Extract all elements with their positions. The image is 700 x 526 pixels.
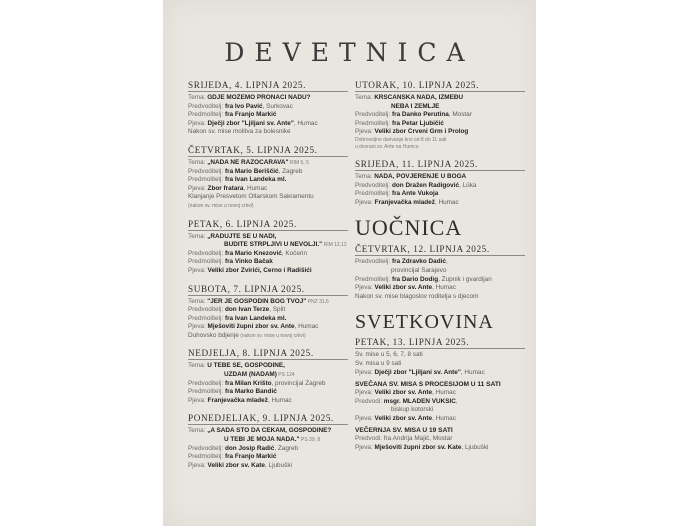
line-label: Tema: — [188, 427, 208, 435]
line-value-bold: don Josip Radić — [224, 444, 275, 452]
info-line — [188, 298, 348, 307]
info-line — [355, 173, 525, 182]
info-line — [188, 445, 348, 454]
line-value-bold: Zbor fratara — [207, 184, 244, 192]
line-value-bold: KRŠĆANSKA NADA, IZMEĐU — [374, 94, 464, 101]
line-value-bold: Veliki zbor Crveni Grm i Prolog — [374, 128, 469, 136]
line-value-bold: „A SADA ŠTO DA ČEKAM, GOSPODINE? — [207, 427, 332, 435]
line-value-bold: fra Franjo Markić — [224, 453, 277, 461]
line-text: Nakon sv. mise blagoslov roditelja s djecom — [355, 292, 479, 300]
info-line — [355, 94, 525, 103]
line-label: Predmolitelj: — [355, 190, 392, 198]
day-heading: NEDJELJA, 8. LIPNJA 2025. — [188, 348, 348, 360]
info-line — [355, 435, 525, 444]
info-line — [188, 202, 348, 211]
right-column — [355, 80, 525, 453]
info-line — [355, 276, 525, 285]
line-value-bold: „NADA NE RAZOČARAVA" — [207, 158, 289, 166]
line-value-bold: „RADUJTE SE U NADI, — [207, 232, 277, 240]
day-block — [188, 284, 348, 341]
info-line — [188, 258, 348, 267]
info-line — [355, 398, 525, 407]
info-line — [355, 128, 525, 137]
line-text: , Lüka — [459, 181, 477, 189]
line-value-bold: U TEBI JE MOJA NADA." — [224, 436, 300, 444]
line-value-bold: U TEBE SE, GOSPODINE, — [207, 362, 285, 370]
info-line — [188, 371, 348, 380]
line-value-bold: "JER JE GOSPODIN BOG TVOJ" — [207, 297, 307, 305]
day-heading: ČETVRTAK, 12. LIPNJA 2025. — [355, 244, 525, 256]
day-heading: UTORAK, 10. LIPNJA 2025. — [355, 80, 525, 92]
line-text: , Šurkovac — [262, 102, 293, 110]
line-label: Pjeva: — [355, 284, 375, 292]
day-block — [188, 80, 348, 137]
line-text: , Humac — [432, 389, 456, 397]
line-text: , — [455, 397, 458, 405]
line-value-bold: BUDITE STRPLJIVI U NEVOLJI." — [224, 241, 323, 249]
day-block — [188, 145, 348, 211]
line-label: Predvodi: — [355, 435, 384, 443]
line-label: Predmolitelj: — [188, 388, 225, 396]
left-column — [188, 80, 348, 478]
line-label: Predvoditelj: — [188, 306, 225, 314]
line-note: PS 124 — [276, 372, 295, 379]
info-line — [188, 380, 348, 389]
info-line — [188, 397, 348, 406]
day-block — [188, 413, 348, 470]
line-value-bold: Veliki zbor sv. Ante — [374, 414, 433, 422]
line-label: Pjeva: — [188, 119, 208, 127]
info-line — [355, 444, 525, 453]
line-text: , Ljubuški — [264, 461, 292, 469]
line-value-bold: fra Vinko Bačak — [224, 258, 273, 266]
info-line — [188, 436, 348, 445]
line-note: RIM 12,12 — [322, 242, 347, 249]
line-value-bold: NEBA I ZEMLJE — [391, 102, 440, 110]
info-line — [188, 103, 348, 112]
line-value-bold: fra Zdravko Dadić — [391, 258, 446, 266]
info-line — [188, 159, 348, 168]
line-value-bold: UZDAM (NADAM) — [224, 371, 277, 379]
info-line — [355, 406, 525, 415]
line-value-bold: Veliki zbor sv. Ante — [374, 284, 433, 292]
day-block — [355, 159, 525, 207]
info-line — [188, 111, 348, 120]
info-line — [355, 369, 525, 378]
info-line — [355, 284, 525, 293]
line-label: Pjeva: — [355, 198, 375, 206]
line-text: , Zagreb — [278, 167, 303, 175]
svetkovina-heading: SVETKOVINA — [355, 311, 494, 334]
line-text: , — [445, 258, 448, 266]
day-block — [355, 244, 525, 301]
info-line — [355, 293, 525, 302]
info-line — [188, 241, 348, 250]
line-text: , provincijal Zagreb — [271, 379, 326, 387]
line-text: Nakon sv. mise molitva za bolesnike — [188, 128, 291, 136]
line-value-bold: fra Petar Ljubičić — [391, 119, 444, 127]
line-label: Tema: — [188, 297, 208, 305]
line-note: PNZ 31,6 — [306, 298, 329, 305]
day-heading: PONEDJELJAK, 9. LIPNJA 2025. — [188, 413, 348, 425]
poster-title: DEVETNICA — [224, 38, 475, 67]
line-value-bold: Dječji zbor "Ljiljani sv. Ante" — [374, 368, 461, 376]
info-line — [188, 323, 348, 332]
line-label: Predvoditelj: — [188, 102, 225, 110]
section-title: SVEČANA SV. MISA S PROCESIJOM U 11 SATI — [355, 381, 501, 389]
day-heading: SRIJEDA, 11. LIPNJA 2025. — [355, 159, 525, 171]
line-label: Pjeva: — [355, 414, 375, 422]
line-text: , Humac — [434, 198, 459, 206]
line-text: , Humac — [294, 323, 319, 331]
line-value-bold: Veliki zbor sv. Kate — [207, 461, 265, 469]
line-note: (nakon sv. mise u novoj crkvi) — [188, 202, 254, 209]
day-heading: SRIJEDA, 4. LIPNJA 2025. — [188, 80, 348, 92]
line-label: Pjeva: — [355, 128, 375, 136]
line-value-bold: fra Milan Krišto — [224, 379, 272, 387]
line-text: , Ljubuški — [461, 444, 489, 452]
info-line — [355, 351, 525, 360]
line-value-bold: Dječji zbor "Ljiljani sv. Ante" — [207, 119, 294, 127]
info-line — [355, 190, 525, 199]
line-text: Klanjanje Presvetom Oltarskom Sakramentu — [188, 193, 314, 201]
line-value-bold: msgr. MLADEN VUKŠIĆ — [383, 397, 456, 405]
line-text: provincijal Sarajevo — [391, 266, 447, 274]
info-line — [188, 128, 348, 137]
line-text: , Mostar — [448, 111, 472, 119]
info-line — [188, 315, 348, 324]
line-text: fra Andrija Majić, Mostar — [383, 435, 453, 443]
line-label: Predmolitelj: — [355, 119, 392, 127]
line-value-bold: Franjevačka mladež — [374, 198, 435, 206]
info-line — [188, 120, 348, 129]
info-line — [355, 267, 525, 276]
line-value-bold: don Dražen Radigović — [391, 181, 460, 189]
line-value-bold: fra Marko Bandić — [224, 388, 277, 396]
line-value-bold: fra Danko Perutina — [391, 111, 449, 119]
line-value-bold: Franjevačka mladež — [207, 396, 268, 404]
info-line — [355, 415, 525, 424]
line-text: , Humac — [293, 119, 318, 127]
info-line — [355, 103, 525, 112]
line-value-bold: don Ivan Terze — [224, 306, 270, 314]
line-value-bold: fra Ivan Landeka ml. — [224, 176, 287, 184]
line-label: Predvoditelj: — [188, 444, 225, 452]
line-value-bold: NADA, POVJERENJE U BOGA — [374, 172, 467, 180]
info-line — [188, 427, 348, 436]
line-label: Predvoditelj: — [355, 181, 392, 189]
line-text: , Župnik i gvardijan — [438, 275, 492, 283]
info-line — [188, 388, 348, 397]
line-value-bold: Mješoviti župni zbor sv. Kate — [374, 444, 462, 452]
line-text: Sv. misa u 9 sati — [355, 359, 402, 367]
section-title: VEČERNJA SV. MISA U 19 SATI — [355, 427, 453, 435]
info-line — [188, 94, 348, 103]
line-value-bold: Veliki zbor sv. Ante — [374, 389, 433, 397]
line-value-bold: fra Mario Knezović — [224, 249, 282, 257]
day-block — [188, 348, 348, 405]
line-value-bold: fra Mario Beriščić — [224, 167, 279, 175]
info-line — [188, 233, 348, 242]
line-label: Tema: — [188, 362, 208, 370]
line-value-bold: fra Ivo Pavić — [224, 102, 263, 110]
line-label: Pjeva: — [355, 444, 375, 452]
line-text: , Humac — [432, 414, 456, 422]
line-note: (nakon sv. mise u novoj crkvi) — [238, 332, 306, 339]
info-line — [188, 462, 348, 471]
line-text: Sv. mise u 5, 6, 7, 8 sati — [355, 351, 423, 359]
line-value-bold: GDJE MOŽEMO PRONAĆI NADU? — [207, 94, 311, 101]
info-line — [188, 185, 348, 194]
line-label: Predmolitelj: — [355, 275, 392, 283]
line-label: Pjeva: — [188, 323, 208, 331]
line-label: Tema: — [188, 232, 208, 240]
line-label: Pjeva: — [355, 368, 375, 376]
info-line — [355, 111, 525, 120]
line-label: Pjeva: — [188, 396, 208, 404]
line-label: Pjeva: — [188, 461, 208, 469]
uocnica-heading: UOČNICA — [355, 215, 463, 241]
line-value-bold: Veliki zbor Zvirići, Cerno i Radišići — [207, 266, 312, 274]
day-heading: ČETVRTAK, 5. LIPNJA 2025. — [188, 145, 348, 157]
line-label: Tema: — [188, 158, 208, 166]
info-line — [188, 453, 348, 462]
line-label: Predmolitelj: — [188, 258, 225, 266]
info-line — [355, 360, 525, 369]
line-label: Predvoditelj: — [355, 111, 392, 119]
line-label: Predmolitelj: — [188, 111, 225, 119]
info-line — [188, 267, 348, 276]
line-label: Predvoditelj: — [188, 249, 225, 257]
info-line — [188, 332, 348, 341]
info-line — [355, 258, 525, 267]
info-line — [188, 306, 348, 315]
line-value-bold: fra Franjo Markić — [224, 111, 277, 119]
line-label: Predmolitelj: — [188, 453, 225, 461]
day-heading: PETAK, 13. LIPNJA 2025. — [355, 337, 525, 349]
line-label: Predvoditelj: — [188, 379, 225, 387]
line-value-bold: Mješoviti župni zbor sv. Ante — [207, 323, 295, 331]
line-text: , Humac — [460, 368, 485, 376]
line-label: Pjeva: — [188, 266, 208, 274]
line-label: Tema: — [188, 94, 208, 101]
line-value-bold: fra Ante Vukoja — [391, 190, 439, 198]
line-label: Pjeva: — [188, 184, 208, 192]
line-text: biskup kotorski — [391, 406, 434, 414]
day-heading: PETAK, 6. LIPNJA 2025. — [188, 219, 348, 231]
line-label: Predvoditelj: — [188, 167, 225, 175]
line-text: , Zagreb — [274, 444, 299, 452]
line-value-bold: fra Dario Dodig — [391, 275, 439, 283]
line-label: Tema: — [355, 172, 375, 180]
info-line — [188, 168, 348, 177]
line-text: , Humac — [432, 284, 456, 292]
info-line — [188, 362, 348, 371]
day-block — [188, 219, 348, 276]
line-note: RIM 5, 5 — [288, 159, 309, 166]
day-heading: SUBOTA, 7. LIPNJA 2025. — [188, 284, 348, 296]
line-note: PS 39, 8 — [299, 437, 321, 444]
line-text: , Humac — [243, 184, 268, 192]
line-label: Pjeva: — [355, 389, 375, 397]
line-label: Predmolitelj: — [188, 176, 225, 184]
line-label: Tema: — [355, 94, 375, 101]
line-text: Duhovsko bdjenje — [188, 331, 239, 339]
info-line — [355, 389, 525, 398]
small-note: Dobrovoljno darivanje krvi od 8 do 11 sati — [355, 136, 447, 143]
day-block — [355, 80, 525, 151]
info-line — [188, 176, 348, 185]
line-label: Predvoditelj: — [355, 258, 392, 266]
small-note: u dvorani sv. Ante na Humcu — [355, 143, 419, 150]
line-text: , Humac — [267, 396, 292, 404]
line-label: Predvodi: — [355, 397, 384, 405]
info-line — [188, 193, 348, 202]
line-label: Predmolitelj: — [188, 314, 225, 322]
info-line — [355, 120, 525, 129]
line-value-bold: fra Ivan Landeka ml. — [224, 314, 287, 322]
info-line — [355, 182, 525, 191]
line-text: , Split — [269, 306, 286, 314]
info-line — [355, 199, 525, 208]
line-text: , Kočerin — [281, 249, 308, 257]
info-line — [188, 250, 348, 259]
